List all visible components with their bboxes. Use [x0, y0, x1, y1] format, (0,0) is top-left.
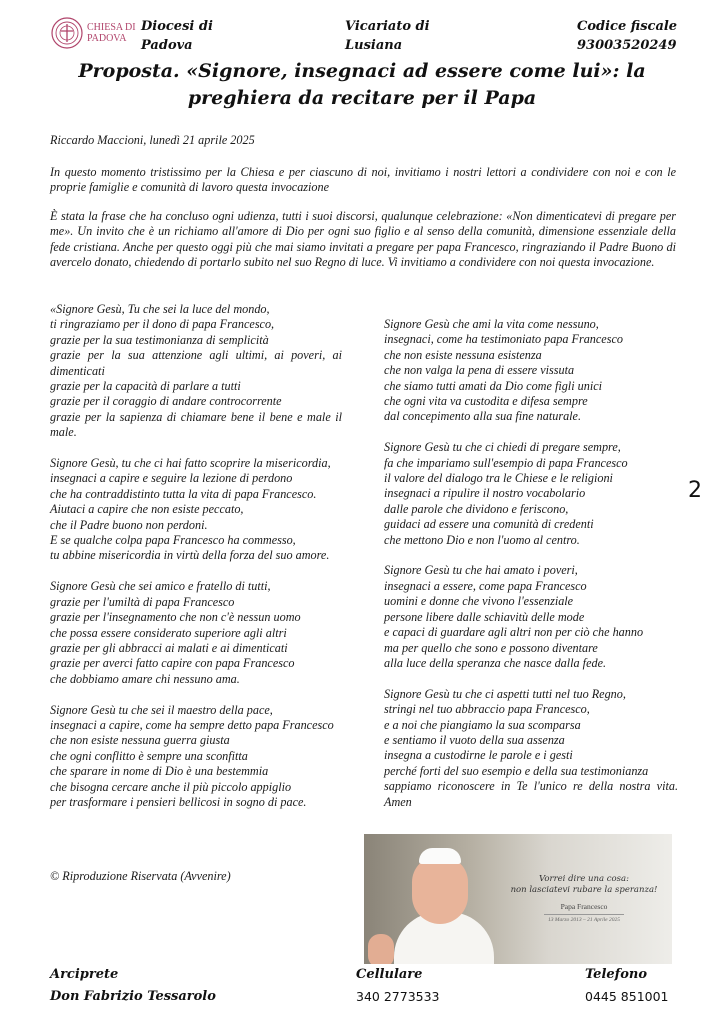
diocesi-label: Diocesi di	[141, 19, 213, 34]
logo-line-1: CHIESA DI	[87, 22, 136, 33]
prayer-stanza: Signore Gesù, tu che ci hai fatto scoprire la misericordia, insegnaci a capire e seguire la lezione di perdono che ha contraddistinto tutta la vita di papa Francesco. Aiutaci a capire che non esiste peccato, che il Padre buono non perdoni. E se qualche colpa papa Francesco ha commesso, tu abbine misericordia in virtù della forza del suo amore.	[50, 456, 331, 563]
article-paragraph: È stata la frase che ha concluso ogni udienza, tutti i suoi discorsi, qualunque celebrazione: «Non dimenticatevi di pregare per me». Un invito che è un richiamo all'amore di Dio per ogni suo figlio e al senso della comunità, dimensione essenziale della fede cristiana. Anche per questo oggi più che mai siamo invitati a pregare per papa Francesco, ringraziando il Padre Buono di avercelo donato, chiedendo di portarlo subito nel suo Regno di luce. Vi invitiamo a condividere con noi questa invocazione.	[50, 209, 676, 270]
diocese-emblem-icon	[50, 16, 84, 50]
vicariato-label: Vicariato di	[345, 19, 430, 34]
footer-telefono	[585, 964, 669, 1008]
header-vicariato	[345, 17, 430, 55]
footer-arciprete	[50, 964, 216, 1008]
codice-fiscale-value: 93003520249	[577, 38, 677, 53]
letterhead	[0, 0, 724, 60]
prayer-stanza: Signore Gesù tu che ci aspetti tutti nel tuo Regno, stringi nel tuo abbraccio papa Francesco, e a noi che piangiamo la sua scomparsa e sentiamo il vuoto della sua assenza insegna a custodirne le parole e i gesti perché forti del suo esempio e della sua testimonianza sappiamo riconoscere in Te l'unico re della nostra vita. Amen	[384, 686, 678, 809]
quote-line-2: non lasciatevi rubare la speranza!	[510, 885, 658, 895]
copyright-notice: © Riproduzione Riservata (Avvenire)	[50, 869, 231, 883]
zucchetto	[419, 848, 461, 864]
logo-wordmark	[87, 22, 136, 44]
chiesa-di-padova-logo	[50, 16, 150, 56]
quote-author: Papa Francesco	[560, 902, 608, 911]
photo-quote	[504, 874, 664, 923]
vicariato-value: Lusiana	[345, 38, 403, 53]
pope-francis-photo	[364, 834, 672, 964]
prayer-column-right	[384, 317, 678, 825]
telefono-label: Telefono	[585, 967, 648, 982]
header-diocesi	[141, 17, 213, 55]
cellulare-number: 340 2773533	[356, 989, 440, 1004]
diocesi-value: Padova	[141, 38, 193, 53]
codice-fiscale-label: Codice fiscale	[577, 19, 678, 34]
article-intro: In questo momento tristissimo per la Chiesa e per ciascuno di noi, invitiamo i nostri lettori a condividere con noi e con le proprie famiglie e comunità di lavoro questa invocazione	[50, 165, 676, 195]
prayer-stanza: Signore Gesù tu che hai amato i poveri, insegnaci a essere, come papa Francesco uomini e donne che vivono l'essenziale persone libere dalle schiavitù delle mode e capaci di guardare agli altri non per ciò che hanno ma per quello che sono e possono diventare alla luce della speranza che nasce dalla fede.	[384, 563, 644, 670]
prayer-stanza: Signore Gesù che ami la vita come nessuno, insegnaci, come ha testimoniato papa Francesco che non esiste nessuna esistenza che non valga la pena di essere vissuta che siamo tutti amati da Dio come figli unici che ogni vita va custodita e difesa sempre dal concepimento alla sua fine naturale.	[384, 317, 623, 424]
quote-dates: 13 Marzo 2013 – 21 Aprile 2025	[547, 917, 620, 923]
prayer-stanza: Signore Gesù che sei amico e fratello di tutti, grazie per l'umiltà di papa Francesco grazie per l'insegnamento che non c'è nessun uomo che possa essere considerato superiore agli altri grazie per gli abbracci ai malati e ai dimenticati grazie per averci fatto capire con papa Francesco che dobbiamo amare chi nessuno ama.	[50, 579, 301, 686]
article-byline: Riccardo Maccioni, lunedì 21 aprile 2025	[50, 133, 255, 147]
cellulare-label: Cellulare	[356, 967, 423, 982]
page-number: 2	[688, 478, 702, 503]
telefono-number: 0445 851001	[585, 989, 669, 1004]
footer	[0, 960, 724, 1024]
prayer-column-left	[50, 302, 342, 826]
header-codice-fiscale	[577, 17, 677, 55]
prayer-stanza: Signore Gesù tu che ci chiedi di pregare sempre, fa che impariamo sull'esempio di papa Francesco il valore del dialogo tra le Chiese e le religioni insegnaci a ripulire il nostro vocabolario dalle parole che dividono e feriscono, guidaci ad essere una comunità di credenti che mettono Dio e non l'uomo al centro.	[384, 440, 628, 547]
arciprete-label: Arciprete	[50, 967, 119, 982]
quote-divider	[544, 914, 624, 915]
arciprete-name: Don Fabrizio Tessarolo	[50, 989, 216, 1004]
prayer-stanza: Signore Gesù tu che sei il maestro della pace, insegnaci a capire, come ha sempre detto papa Francesco che non esiste nessuna guerra giusta che ogni conflitto è sempre una sconfitta che sparare in nome di Dio è una bestemmia che bisogna cercare anche il più piccolo appiglio per trasformare i pensieri bellicosi in sogno di pace.	[50, 702, 334, 809]
pope-face	[412, 856, 468, 924]
page-title: Proposta. «Signore, insegnaci ad essere come lui»: la preghiera da recitare per il Papa	[78, 60, 646, 109]
quote-line-1: Vorrei dire una cosa:	[539, 874, 629, 884]
prayer-stanza: «Signore Gesù, Tu che sei la luce del mondo, ti ringraziamo per il dono di papa Francesco, grazie per la sua testimonianza di semplicità grazie per la sua attenzione agli ultimi, ai poveri, ai dimenticati grazie per la capacità di parlare a tutti grazie per il coraggio di andare controcorrente grazie per la sapienza di chiamare bene il bene e male il male.	[50, 302, 342, 440]
footer-cellulare	[356, 964, 440, 1008]
logo-line-2: PADOVA	[87, 33, 127, 44]
